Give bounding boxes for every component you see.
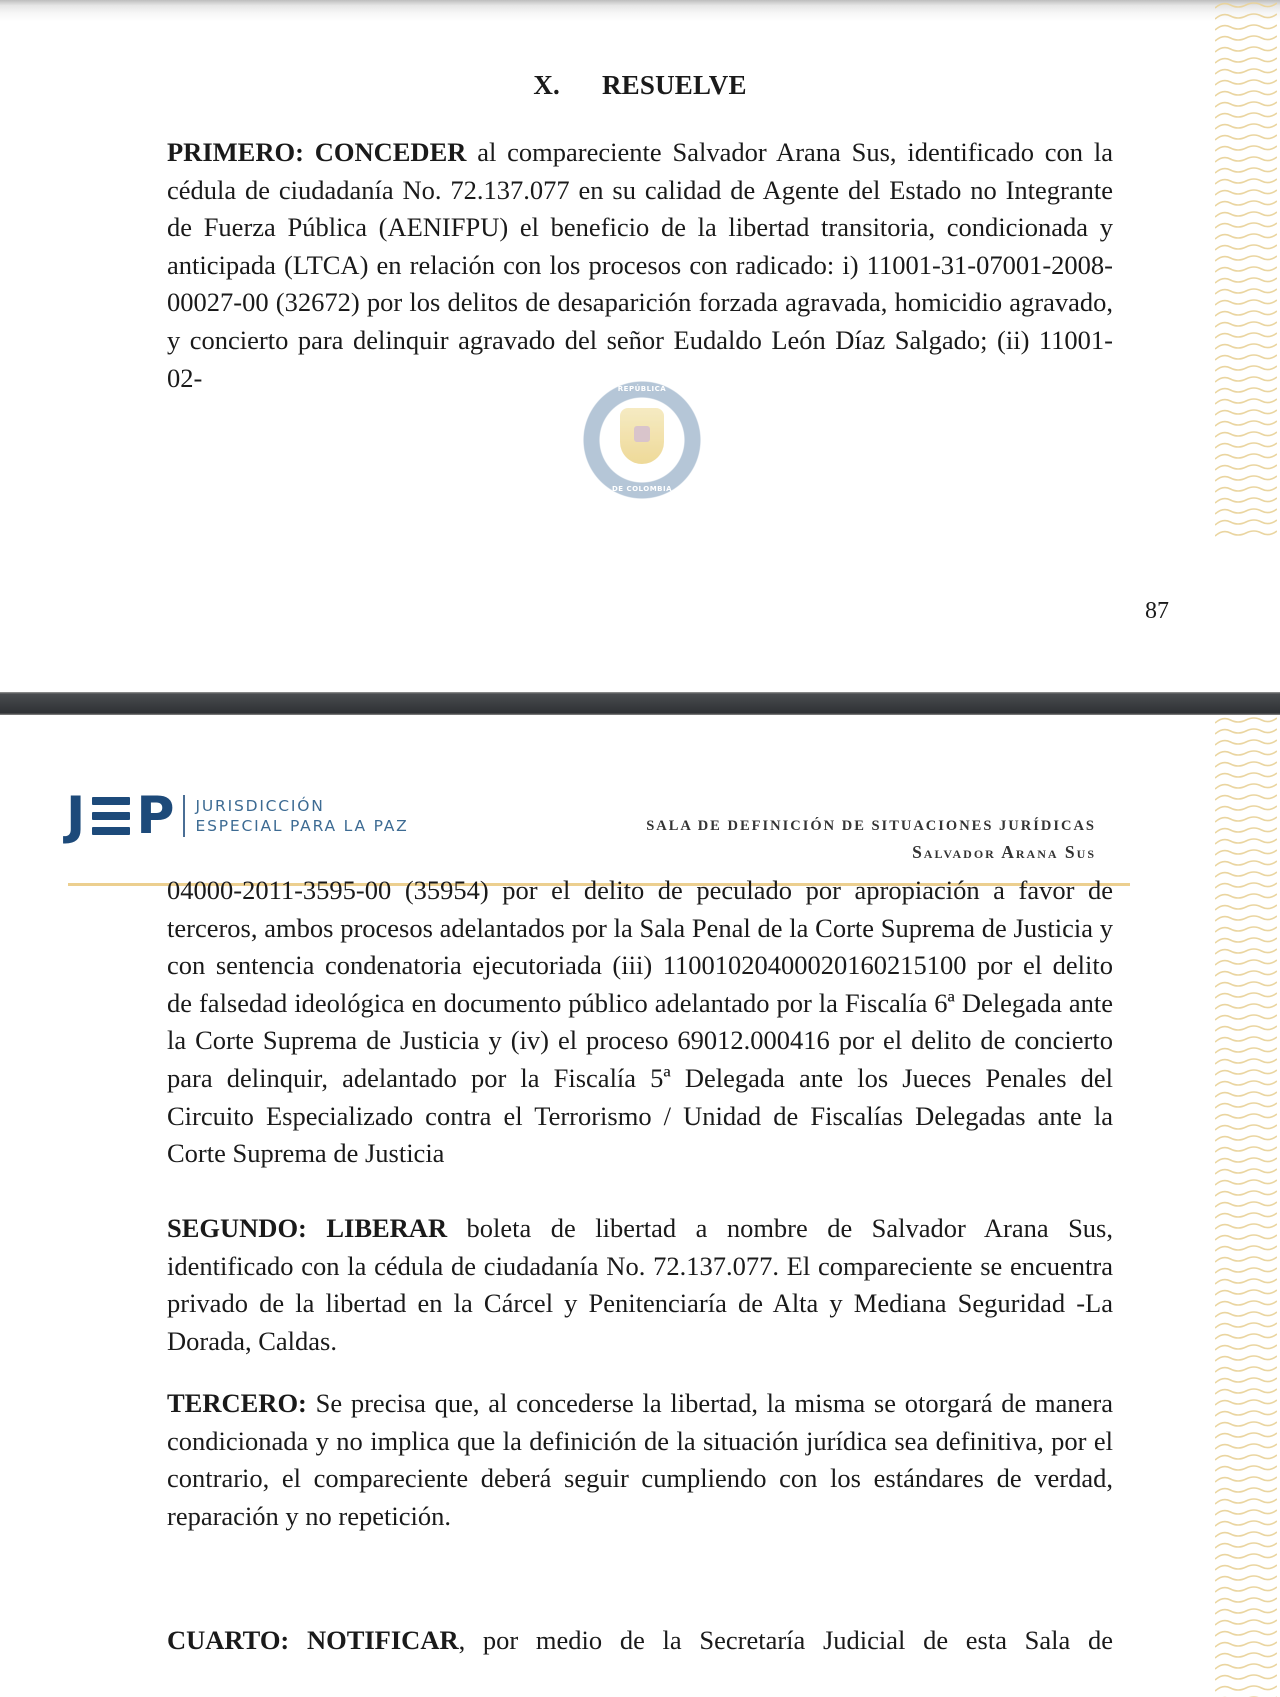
paragraph-segundo: [167, 1210, 1113, 1360]
logo-line-2: ESPECIAL PARA LA PAZ: [195, 817, 409, 835]
header-sala: SALA DE DEFINICIÓN DE SITUACIONES JURÍDICAS: [646, 818, 1096, 834]
paragraph-text: , por medio de la Secretaría Judicial de esta Sala de: [458, 1625, 1113, 1655]
paragraph-lead: SEGUNDO: LIBERAR: [167, 1213, 448, 1243]
colombia-seal-icon: [582, 380, 702, 500]
section-number: X.: [533, 70, 560, 100]
running-header: [646, 813, 1096, 865]
paragraph-text: boleta de libertad a nombre de Salvador Arana Sus, identificado con la cédula de ciudadanía No. 72.137.077. El compareciente se encuentra privado de la libertad en la Cárcel y Penitenciaría de Alta y Mediana Seguridad -La Dorada, Caldas.: [167, 1213, 1113, 1356]
jep-logo-text: [195, 796, 408, 836]
jep-logo: [66, 786, 409, 846]
paragraph-cuarto: [167, 1622, 1113, 1660]
section-title: RESUELVE: [601, 70, 747, 100]
logo-line-1: JURISDICCIÓN: [195, 797, 325, 815]
decorative-wave-border: [1215, 715, 1277, 1697]
paragraph-text: 04000-2011-3595-00 (35954) por el delito de peculado por apropiación a favor de terceros, ambos procesos adelantados por la Sala Penal de la Corte Suprema de Justicia y con sentencia condenatoria ejecutoriada (iii) 11001020400020160215100 por el delito de falsedad ideológica en documento público adelantado por la Fiscalía 6ª Delegada ante la Corte Suprema de Justicia y (iv) el proceso 69012.000416 por el delito de concierto para delinquir, adelantado por la Fiscalía 5ª Delegada ante los Jueces Penales del Circuito Especializado contra el Terrorismo / Unidad de Fiscalías Delegadas ante la Corte Suprema de Justicia: [167, 875, 1113, 1169]
logo-divider: [183, 795, 185, 837]
page-number: 87: [1145, 598, 1169, 624]
document-page-88: [0, 715, 1280, 1697]
previous-page-shadow: [0, 0, 1280, 22]
jep-logo-letter-p: P: [136, 786, 176, 846]
paragraph-lead: PRIMERO: CONCEDER: [167, 137, 467, 167]
header-party-name: Salvador Arana Sus: [912, 842, 1096, 862]
paragraph-primero: [167, 134, 1113, 397]
seal-bottom-text: DE COLOMBIA: [611, 485, 673, 493]
jep-logo-mark: [66, 786, 176, 846]
paragraph-continuation: [167, 872, 1113, 1173]
jep-logo-letter-j: J: [66, 786, 87, 846]
section-heading: [0, 70, 1280, 101]
paragraph-tercero: [167, 1385, 1113, 1535]
jep-logo-letter-e-icon: [92, 797, 130, 835]
colombia-coat-of-arms-icon: [620, 408, 664, 464]
paragraph-text: al compareciente Salvador Arana Sus, identificado con la cédula de ciudadanía No. 72.137.077 en su calidad de Agente del Estado no Integrante de Fuerza Pública (AENIFPU) el beneficio de la libertad transitoria, condicionada y anticipada (LTCA) en relación con los procesos con radicado: i) 11001-31-07001-2008-00027-00 (32672) por los delitos de desaparición forzada agravada, homicidio agravado, y concierto para delinquir agravado del señor Eudaldo León Díaz Salgado; (ii) 11001-02-: [167, 137, 1113, 393]
paragraph-lead: CUARTO: NOTIFICAR: [167, 1625, 459, 1655]
document-page-87: [0, 0, 1280, 692]
paragraph-lead: TERCERO:: [167, 1388, 307, 1418]
page-separator: [0, 692, 1280, 715]
paragraph-text: Se precisa que, al concederse la libertad, la misma se otorgará de manera condicionada y no implica que la definición de la situación jurídica sea definitiva, por el contrario, el compareciente deberá seguir cumpliendo con los estándares de verdad, reparación y no repetición.: [167, 1388, 1113, 1531]
seal-top-text: REPÚBLICA: [617, 385, 667, 393]
